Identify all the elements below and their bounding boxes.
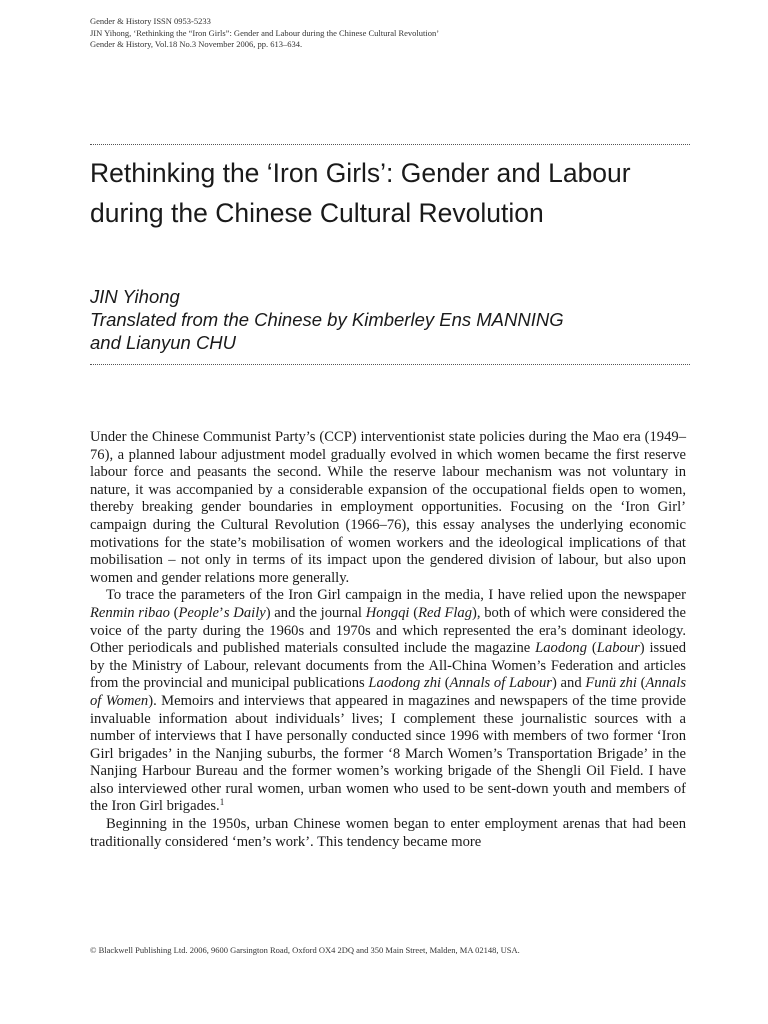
- journal-header: [90, 16, 690, 51]
- author-name: JIN Yihong: [90, 286, 180, 307]
- abstract-paragraph: Under the Chinese Communist Party’s (CCP) interventionist state policies during the Mao era (1949–76), a planned labour adjustment model gradually evolved in which women became the first reserve labour force and peasants the second. While the reserve labour mechanism was not voluntary in nature, it was accompanied by a considerable expansion of the occupational fields open to women, thereby breaking gender boundaries in employment opportunities. Focusing on the ‘Iron Girl’ campaign during the Cultural Revolution (1966–76), this essay analyses the underlying economic motivations for the state’s mobilisation of women workers and the ideological implications of that mobilisation – not only in terms of its impact upon the gendered division of labour, but also upon women and gender relations more generally.: [90, 429, 686, 586]
- publication-title: s Daily: [223, 604, 266, 621]
- sources-paragraph: To trace the parameters of the Iron Girl campaign in the media, I have relied upon the newspaper Renmin ribao (People’s Daily) and the journal Hongqi (Red Flag), both of which were considered the voice of the party during the 1960s and 1970s and which represented the era’s dominant ideology. Other periodicals and published materials consulted include the magazine Laodong (Labour) issued by the Ministry of Labour, relevant documents from the All-China Women’s Federation and articles from the provincial and municipal publications Laodong zhi (Annals of Labour) and Funü zhi (Annals of Women). Memoirs and interviews that appeared in magazines and newspapers of the time provide invaluable information about individuals’ lives; I complement these journalistic sources with a number of interviews that I have personally conducted since 1996 with members of two former ‘Iron Girl brigades’ in the Nanjing suburbs, the former ‘8 March Women’s Transportation Brigade’ in the Nanjing Harbour Bureau and the former women’s working brigade of the Shengli Oil Field. I have also interviewed other rural women, urban women who used to be sent-down youth and members of the Iron Girl brigades.$^1$: [90, 587, 687, 815]
- publication-title: People: [178, 604, 220, 621]
- publication-title: Labour: [596, 640, 640, 657]
- publication-title: Laodong: [535, 640, 588, 657]
- translators-line: Translated from the Chinese by Kimberley Ens MANNING: [90, 309, 564, 330]
- publication-title: Hongqi: [365, 604, 410, 621]
- publication-title: Annals of Labour: [449, 675, 552, 692]
- author-block: [90, 285, 690, 354]
- top-dotted-rule: [90, 144, 690, 145]
- article-citation-line: JIN Yihong, ‘Rethinking the “Iron Girls”: Gender and Labour during the Chinese Cultural Revolution’: [90, 27, 440, 38]
- publication-title: Annals of Women: [90, 675, 687, 709]
- translators-line-continued: and Lianyun CHU: [90, 332, 237, 353]
- article-body: [90, 429, 686, 851]
- publication-title: Red Flag: [418, 604, 473, 621]
- copyright-footer: © Blackwell Publishing Ltd. 2006, 9600 Garsington Road, Oxford OX4 2DQ and 350 Main Street, Malden, MA 02148, USA.: [90, 945, 520, 955]
- article-title: Rethinking the ‘Iron Girls’: Gender and Labour during the Chinese Cultural Revolution: [90, 158, 631, 228]
- footnote-marker[interactable]: 1: [219, 797, 225, 808]
- volume-pages-line: Gender & History, Vol.18 No.3 November 2006, pp. 613–634.: [90, 39, 303, 49]
- publication-title: Laodong zhi: [368, 675, 442, 692]
- publication-title: Renmin ribao: [90, 604, 170, 621]
- bottom-dotted-rule: [90, 364, 690, 365]
- journal-issn-line: Gender & History ISSN 0953-5233: [90, 16, 211, 26]
- publication-title: Funü zhi: [585, 675, 637, 692]
- body-paragraph: Beginning in the 1950s, urban Chinese women began to enter employment arenas that had been traditionally considered ‘men’s work’. This tendency became more: [90, 816, 686, 850]
